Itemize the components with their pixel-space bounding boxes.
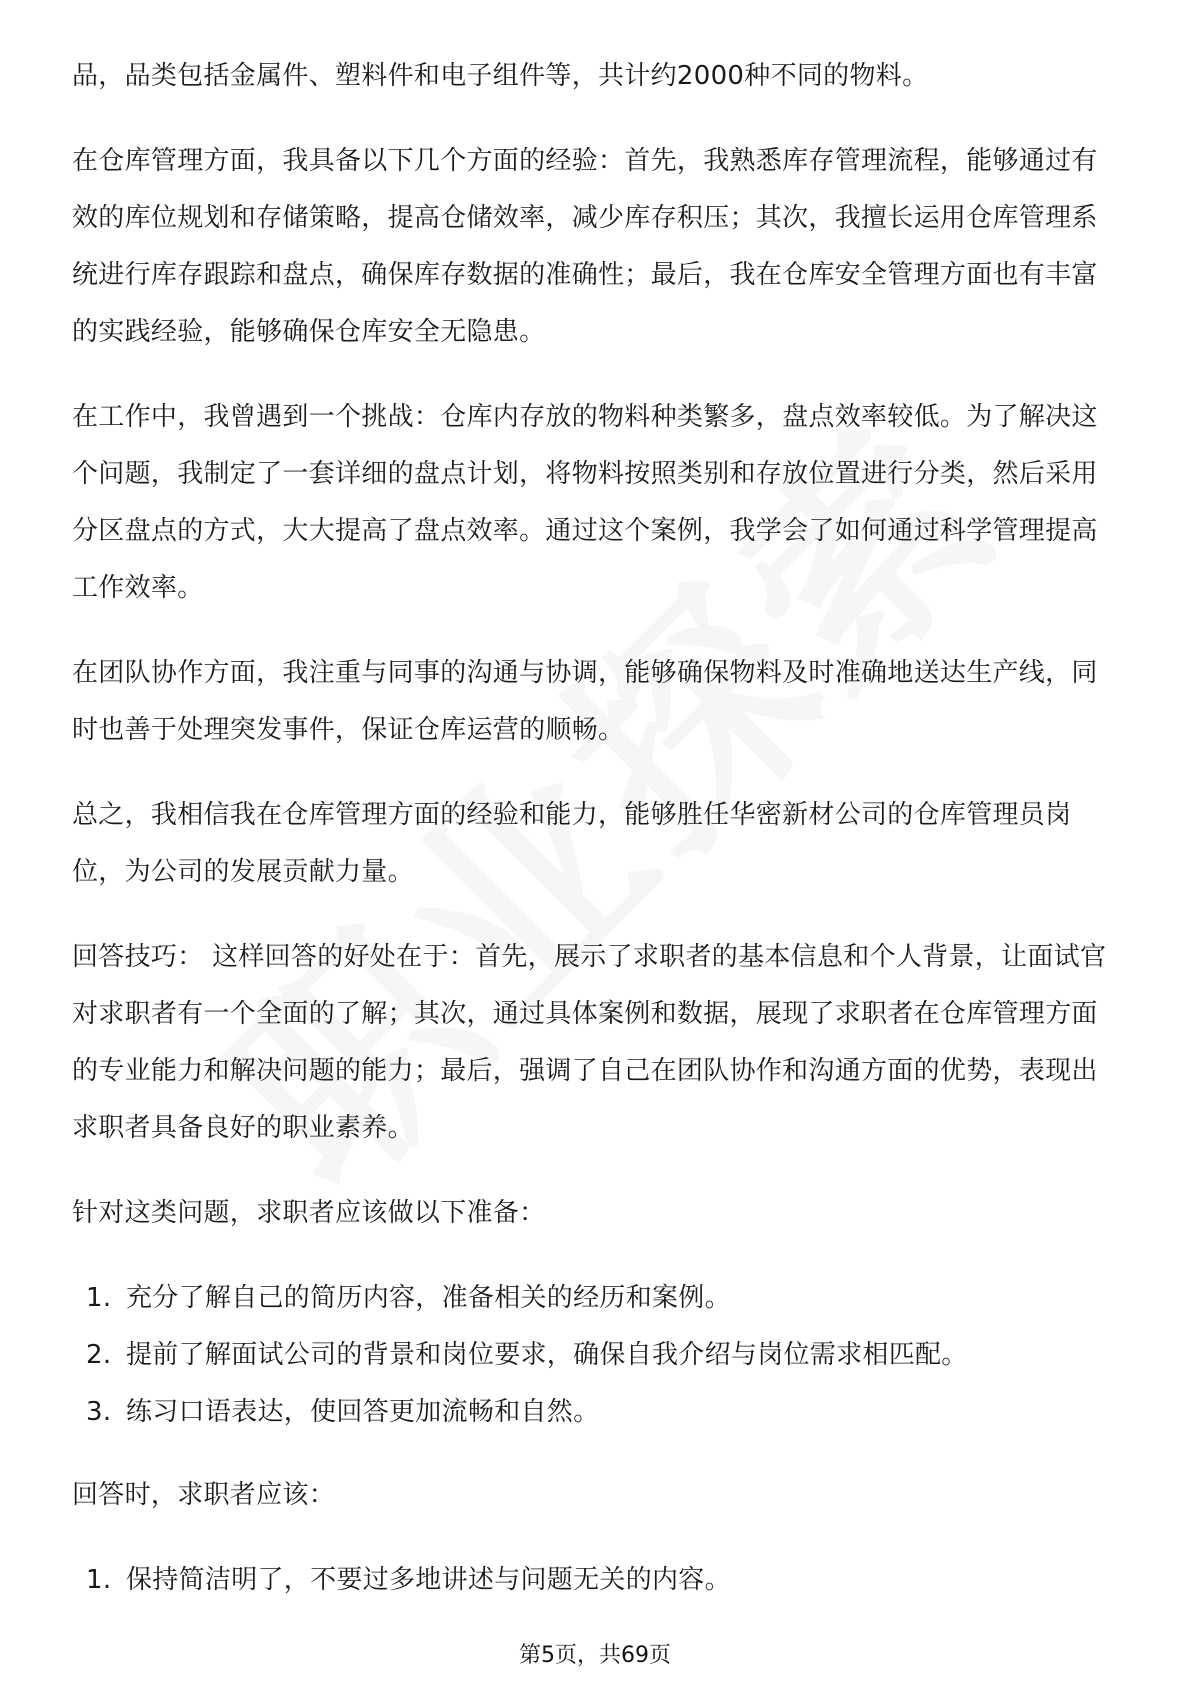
paragraph-answer-tips: 回答技巧： 这样回答的好处在于：首先，展示了求职者的基本信息和个人背景，让面试官对求职者有一个全面的了解；其次，通过具体案例和数据，展现了求职者在仓库管理方面的专业能力和解决问题的能力；最后，强调了自己在团队协作和沟通方面的优势，表现出求职者具备良好的职业素养。 (72, 942, 1107, 1143)
paragraph-warehouse-experience: 在仓库管理方面，我具备以下几个方面的经验：首先，我熟悉库存管理流程，能够通过有效的库位规划和存储策略，提高仓储效率，减少库存积压；其次，我擅长运用仓库管理系统进行库存跟踪和盘点，确保库存数据的准确性；最后，我在仓库安全管理方面也有丰富的实践经验，能够确保仓库安全无隐患。 (72, 146, 1098, 347)
prep-list (72, 1270, 1122, 1441)
paragraph-prep-intro: 针对这类问题，求职者应该做以下准备： (72, 1198, 546, 1228)
paragraph-summary: 总之，我相信我在仓库管理方面的经验和能力，能够胜任华密新材公司的仓库管理员岗位，为公司的发展贡献力量。 (72, 800, 1072, 887)
list-item: 1. 充分了解自己的简历内容，准备相关的经历和案例。 (120, 1270, 1122, 1327)
page-footer: 第5页，共69页 (519, 1643, 671, 1668)
list-item: 3. 练习口语表达，使回答更加流畅和自然。 (120, 1384, 1122, 1441)
paragraph-challenge: 在工作中，我曾遇到一个挑战：仓库内存放的物料种类繁多，盘点效率较低。为了解决这个问题，我制定了一套详细的盘点计划，将物料按照类别和存放位置进行分类，然后采用分区盘点的方式，大大提高了盘点效率。通过这个案例，我学会了如何通过科学管理提高工作效率。 (72, 402, 1098, 603)
answer-list (72, 1552, 1122, 1609)
paragraph-materials: 品，品类包括金属件、塑料件和电子组件等，共计约2000种不同的物料。 (72, 61, 929, 91)
document-body (72, 48, 1122, 1635)
paragraph-teamwork: 在团队协作方面，我注重与同事的沟通与协调，能够确保物料及时准确地送达生产线，同时也善于处理突发事件，保证仓库运营的顺畅。 (72, 658, 1098, 745)
list-item: 1. 保持简洁明了，不要过多地讲述与问题无关的内容。 (120, 1552, 1122, 1609)
paragraph-answer-intro: 回答时，求职者应该： (72, 1480, 336, 1510)
list-item: 2. 提前了解面试公司的背景和岗位要求，确保自我介绍与岗位需求相匹配。 (120, 1327, 1122, 1384)
